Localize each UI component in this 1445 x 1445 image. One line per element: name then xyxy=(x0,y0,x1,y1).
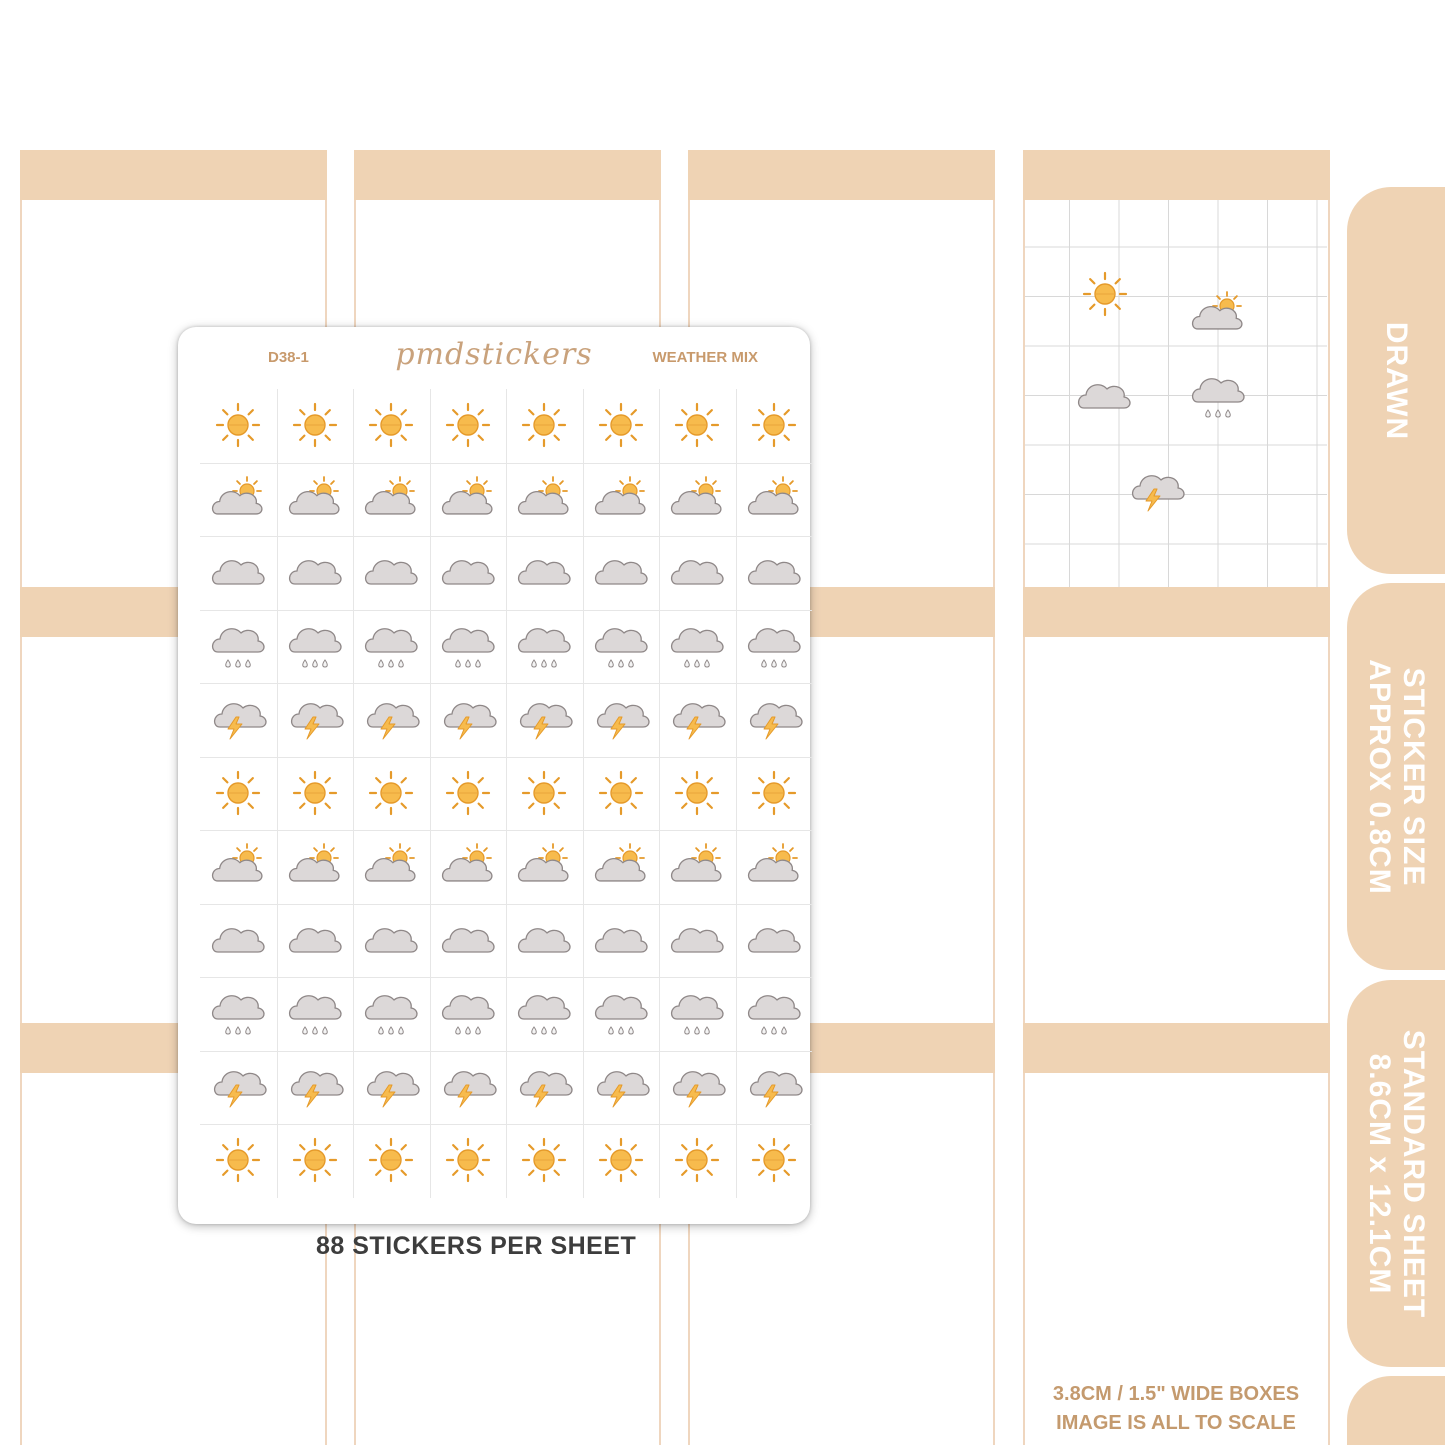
storm-sticker-icon xyxy=(353,1051,429,1123)
storm-sticker-icon xyxy=(506,683,582,755)
scale-note xyxy=(1028,1380,1324,1438)
sun-sticker-icon xyxy=(277,757,353,829)
sun-cloud-sticker-icon xyxy=(506,830,582,902)
sun-cloud-sticker-icon xyxy=(200,830,276,902)
sun-sticker-icon xyxy=(430,1124,506,1196)
planner-header-band xyxy=(688,150,995,200)
sticker-grid xyxy=(200,389,788,1201)
scale-note-line-2: IMAGE IS ALL TO SCALE xyxy=(1056,1412,1296,1434)
rain-sticker-icon xyxy=(583,977,659,1049)
sun-cloud-sticker-icon xyxy=(430,463,506,535)
cloud-sticker-icon xyxy=(583,536,659,608)
sun-sticker-icon xyxy=(200,389,276,461)
storm-sticker-icon xyxy=(353,683,429,755)
planner-header-band xyxy=(20,150,327,200)
rain-sticker-icon xyxy=(277,977,353,1049)
sun-cloud-sticker-icon xyxy=(659,830,735,902)
sheet-code: D38-1 xyxy=(268,349,309,366)
storm-sticker-icon xyxy=(430,1051,506,1123)
rain-sticker-icon xyxy=(277,610,353,682)
sun-preview-icon xyxy=(1067,258,1143,335)
storm-sticker-icon xyxy=(506,1051,582,1123)
rain-sticker-icon xyxy=(353,610,429,682)
sun-sticker-icon xyxy=(200,757,276,829)
sun-cloud-sticker-icon xyxy=(277,463,353,535)
cloud-sticker-icon xyxy=(659,904,735,976)
storm-sticker-icon xyxy=(200,683,276,755)
rain-sticker-icon xyxy=(200,977,276,1049)
sun-cloud-sticker-icon xyxy=(353,463,429,535)
cloud-sticker-icon xyxy=(506,536,582,608)
tab-drawn-label: DRAWN xyxy=(1380,321,1413,440)
rain-sticker-icon xyxy=(200,610,276,682)
stickers-per-sheet-caption: 88 STICKERS PER SHEET xyxy=(316,1232,637,1260)
cloud-sticker-icon xyxy=(353,904,429,976)
sun-sticker-icon xyxy=(506,757,582,829)
sun-cloud-sticker-icon xyxy=(200,463,276,535)
tab-drawn xyxy=(1347,187,1445,574)
tab-sticker-size-label: STICKER SIZE APPROX 0.8CM xyxy=(1363,658,1430,895)
planner-header-band xyxy=(1023,587,1330,637)
cloud-sticker-icon xyxy=(200,904,276,976)
sun-sticker-icon xyxy=(506,1124,582,1196)
sun-cloud-sticker-icon xyxy=(353,830,429,902)
cloud-sticker-icon xyxy=(430,904,506,976)
sun-sticker-icon xyxy=(659,757,735,829)
sun-cloud-sticker-icon xyxy=(583,830,659,902)
sun-cloud-sticker-icon xyxy=(430,830,506,902)
sun-sticker-icon xyxy=(430,757,506,829)
cloud-sticker-icon xyxy=(430,536,506,608)
sun-sticker-icon xyxy=(353,389,429,461)
cloud-sticker-icon xyxy=(506,904,582,976)
tab-sticker-size xyxy=(1347,583,1445,970)
sun-cloud-sticker-icon xyxy=(736,463,812,535)
cloud-sticker-icon xyxy=(353,536,429,608)
planner-header-band xyxy=(354,150,661,200)
storm-sticker-icon xyxy=(277,683,353,755)
sun-sticker-icon xyxy=(736,757,812,829)
sun-sticker-icon xyxy=(277,1124,353,1196)
storm-sticker-icon xyxy=(583,683,659,755)
sun-sticker-icon xyxy=(353,1124,429,1196)
sun-sticker-icon xyxy=(736,1124,812,1196)
storm-sticker-icon xyxy=(659,683,735,755)
tab-standard-sheet-label: STANDARD SHEET 8.6CM x 12.1CM xyxy=(1363,1029,1430,1318)
sun-sticker-icon xyxy=(353,757,429,829)
tab-standard-sheet xyxy=(1347,980,1445,1367)
cloud-sticker-icon xyxy=(583,904,659,976)
sun-sticker-icon xyxy=(736,389,812,461)
sun-cloud-preview-icon xyxy=(1180,278,1256,355)
sun-sticker-icon xyxy=(583,757,659,829)
rain-sticker-icon xyxy=(430,977,506,1049)
sun-cloud-sticker-icon xyxy=(736,830,812,902)
cloud-sticker-icon xyxy=(277,904,353,976)
cloud-sticker-icon xyxy=(277,536,353,608)
sun-cloud-sticker-icon xyxy=(277,830,353,902)
rain-sticker-icon xyxy=(583,610,659,682)
cloud-sticker-icon xyxy=(736,904,812,976)
storm-sticker-icon xyxy=(736,1051,812,1123)
sun-sticker-icon xyxy=(200,1124,276,1196)
storm-preview-icon xyxy=(1118,455,1194,532)
storm-sticker-icon xyxy=(736,683,812,755)
sun-cloud-sticker-icon xyxy=(506,463,582,535)
rain-sticker-icon xyxy=(430,610,506,682)
sticker-sheet xyxy=(178,327,810,1224)
brand-logo: pmdstickers xyxy=(395,337,593,372)
cloud-sticker-icon xyxy=(200,536,276,608)
sheet-title: WEATHER MIX xyxy=(652,349,758,366)
cloud-sticker-icon xyxy=(736,536,812,608)
storm-sticker-icon xyxy=(200,1051,276,1123)
cloud-sticker-icon xyxy=(659,536,735,608)
sun-sticker-icon xyxy=(430,389,506,461)
sun-cloud-sticker-icon xyxy=(583,463,659,535)
cloud-preview-icon xyxy=(1066,360,1142,437)
rain-sticker-icon xyxy=(736,977,812,1049)
scale-note-line-1: 3.8CM / 1.5" WIDE BOXES xyxy=(1052,1383,1300,1405)
rain-sticker-icon xyxy=(353,977,429,1049)
storm-sticker-icon xyxy=(659,1051,735,1123)
sun-sticker-icon xyxy=(583,389,659,461)
sun-sticker-icon xyxy=(277,389,353,461)
storm-sticker-icon xyxy=(430,683,506,755)
rain-sticker-icon xyxy=(659,610,735,682)
storm-sticker-icon xyxy=(583,1051,659,1123)
rain-sticker-icon xyxy=(659,977,735,1049)
rain-preview-icon xyxy=(1180,360,1256,437)
sun-sticker-icon xyxy=(583,1124,659,1196)
tab-extra xyxy=(1347,1376,1445,1445)
storm-sticker-icon xyxy=(277,1051,353,1123)
rain-sticker-icon xyxy=(506,977,582,1049)
sun-sticker-icon xyxy=(659,389,735,461)
planner-header-band xyxy=(1023,1023,1330,1073)
rain-sticker-icon xyxy=(736,610,812,682)
sun-sticker-icon xyxy=(659,1124,735,1196)
sun-cloud-sticker-icon xyxy=(659,463,735,535)
planner-header-band xyxy=(1023,150,1330,200)
rain-sticker-icon xyxy=(506,610,582,682)
sun-sticker-icon xyxy=(506,389,582,461)
